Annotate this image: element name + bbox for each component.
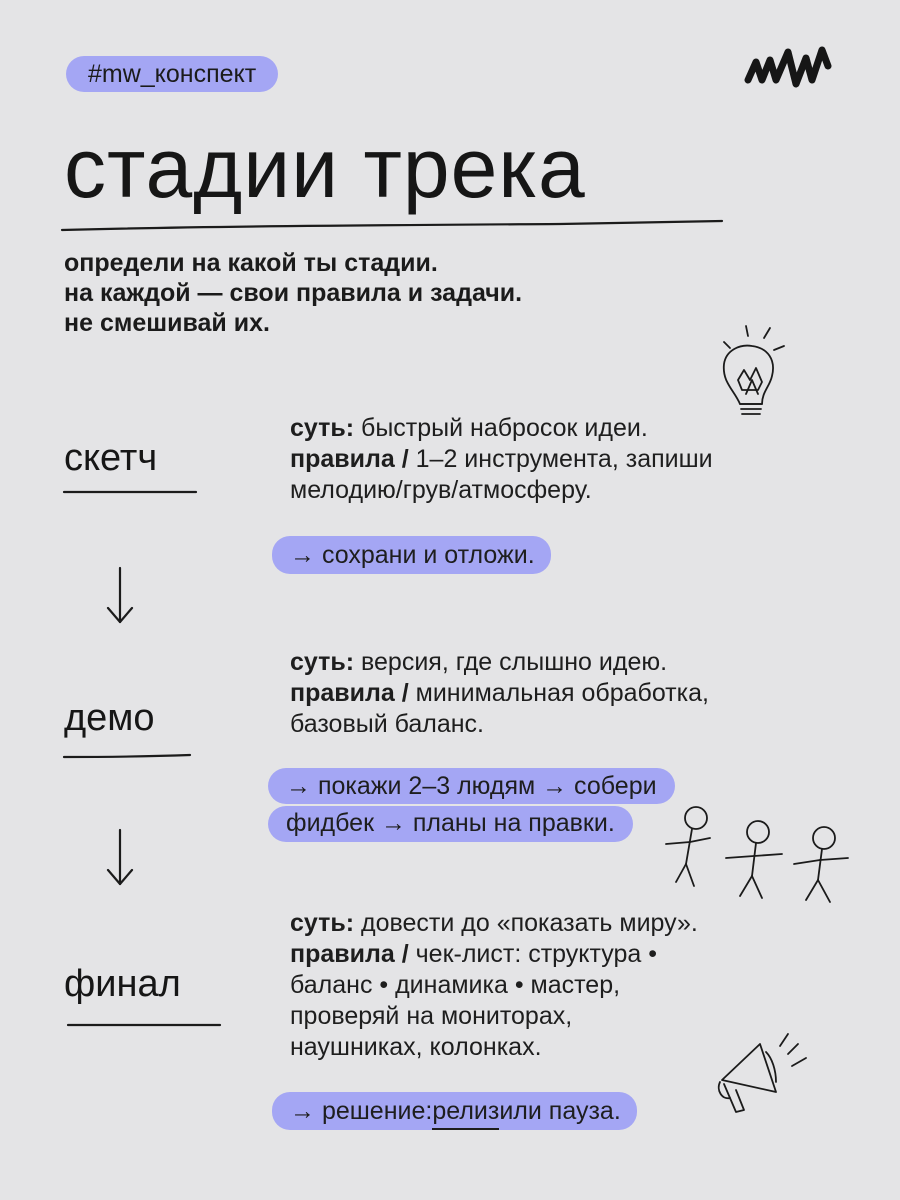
essence-label: суть: [290,414,355,442]
action-text: → покажи 2–3 людям → собери [286,772,657,800]
stick-figures-icon [660,800,855,912]
stage-underline [62,750,227,764]
rules-text: баланс • динамика • мастер, [290,971,621,999]
rules-text: мелодию/грув/атмосферу. [290,476,592,504]
intro-line: определи на какой ты стадии. [64,249,438,277]
essence-label: суть: [290,909,355,937]
essence-text: быстрый набросок идеи. [354,414,648,442]
lightbulb-icon [712,320,792,422]
rules-label: правила / [290,445,409,473]
rules-text: минимальная обработка, [408,679,709,707]
intro-line: не смешивай их. [64,309,270,337]
megaphone-icon [714,1024,814,1118]
action-prefix: → решение: [290,1097,433,1125]
rules-text: чек-лист: структура • [408,940,657,968]
stage-name-sketch: скетч [64,437,158,479]
essence-text: версия, где слышно идею. [354,648,668,676]
rules-label: правила / [290,679,409,707]
action-suffix: или пауза. [499,1097,621,1125]
intro-line: на каждой — свои правила и задачи. [64,279,523,307]
stage-name-demo: демо [64,697,155,739]
hashtag-badge: #mw_конспект [66,56,278,92]
essence-text: довести до «показать миру». [354,909,698,937]
arrow-down-icon [100,826,140,888]
stage-underline [62,486,227,500]
rules-text: наушниках, колонках. [290,1033,542,1061]
stage-underline [62,1018,227,1032]
action-text [290,1094,621,1130]
stage-description-demo [290,647,709,740]
action-text: фидбек → планы на правки. [286,809,615,837]
rules-text: 1–2 инструмента, запиши [408,445,713,473]
logo-icon [742,40,838,96]
action-emphasis: релиз [432,1094,499,1130]
rules-text: базовый баланс. [290,710,485,738]
stage-description-sketch [290,413,713,506]
action-highlight-sketch [272,536,551,574]
rules-text: проверяй на мониторах, [290,1002,573,1030]
action-text: → сохрани и отложи. [290,541,535,569]
stage-name-final: финал [64,963,181,1005]
intro-text [64,248,522,338]
arrow-down-icon [100,564,140,626]
stage-description-final [290,908,698,1063]
action-highlight-final [272,1092,637,1130]
rules-label: правила / [290,940,409,968]
action-highlight-demo [268,768,675,842]
page-title: стадии трека [64,121,586,215]
essence-label: суть: [290,648,355,676]
title-underline [60,208,725,238]
